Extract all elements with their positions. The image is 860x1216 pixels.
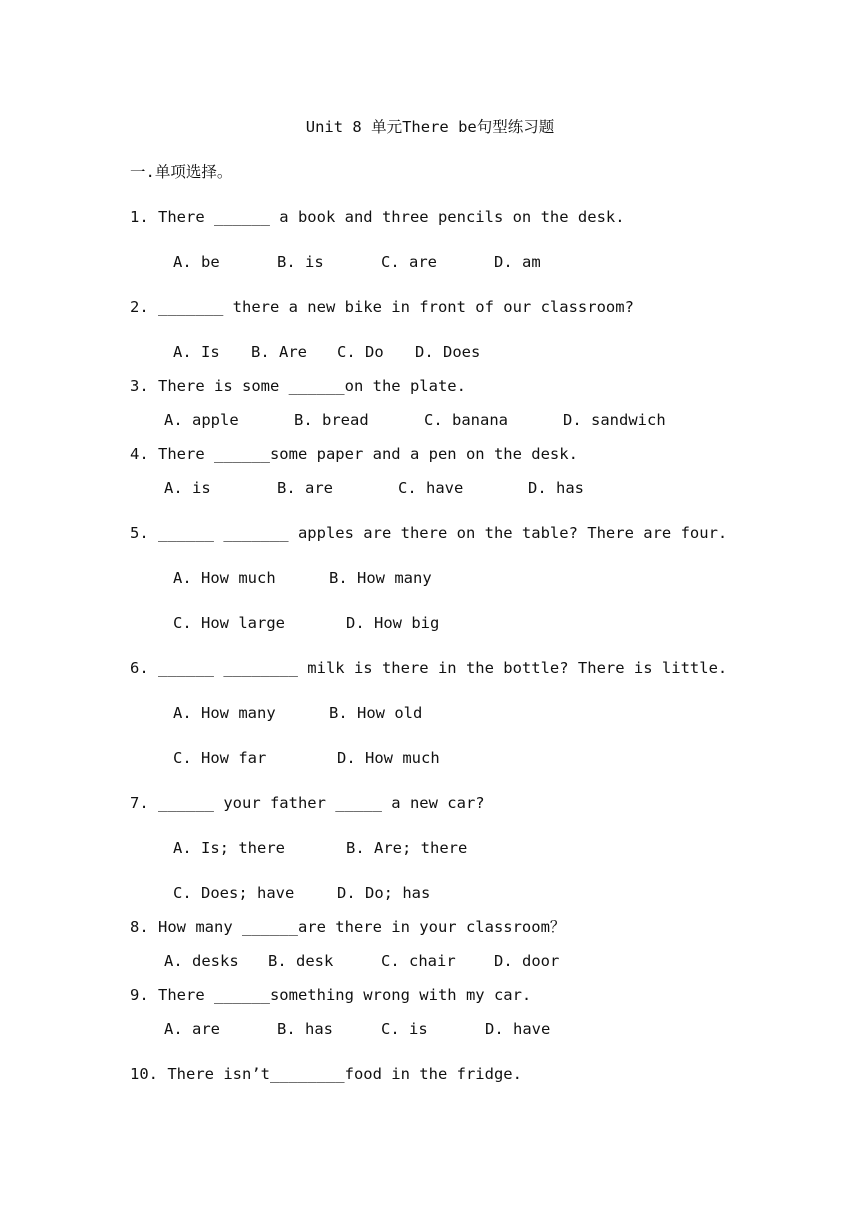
question-7-option-a: A. Is; there: [173, 839, 285, 857]
question-4-option-d: D. has: [528, 479, 584, 497]
question-2-option-c: C. Do: [337, 343, 384, 361]
question-1-option-a: A. be: [173, 253, 220, 271]
question-3-option-b: B. bread: [294, 411, 369, 429]
question-1-stem: 1. There ______ a book and three pencils on the desk.: [130, 208, 625, 226]
question-9-option-d: D. have: [485, 1020, 551, 1038]
question-3-option-a: A. apple: [164, 411, 239, 429]
question-7-option-c: C. Does; have: [173, 884, 295, 902]
question-3-option-c: C. banana: [424, 411, 508, 429]
question-4-stem: 4. There ______some paper and a pen on the desk.: [130, 445, 578, 463]
question-4-option-b: B. are: [277, 479, 333, 497]
question-9-stem: 9. There ______something wrong with my car.: [130, 986, 532, 1004]
question-5-option-a: A. How much: [173, 569, 276, 587]
question-1-option-c: C. are: [381, 253, 437, 271]
question-6-option-d: D. How much: [337, 749, 440, 767]
question-8-option-a: A. desks: [164, 952, 239, 970]
question-6-option-b: B. How old: [329, 704, 423, 722]
question-2-option-b: B. Are: [251, 343, 307, 361]
question-1-option-b: B. is: [277, 253, 324, 271]
question-2-option-a: A. Is: [173, 343, 220, 361]
question-2-stem: 2. _______ there a new bike in front of our classroom?: [130, 298, 634, 316]
question-3-option-d: D. sandwich: [563, 411, 666, 429]
question-6-stem: 6. ______ ________ milk is there in the bottle? There is little.: [130, 659, 728, 677]
question-5-option-b: B. How many: [329, 569, 432, 587]
question-8-stem: 8. How many ______are there in your classroom？: [130, 918, 566, 936]
question-5-option-c: C. How large: [173, 614, 285, 632]
question-3-stem: 3. There is some ______on the plate.: [130, 377, 466, 395]
question-5-option-d: D. How big: [346, 614, 440, 632]
question-9-option-b: B. has: [277, 1020, 333, 1038]
question-6-option-a: A. How many: [173, 704, 276, 722]
question-9-option-c: C. is: [381, 1020, 428, 1038]
question-2-option-d: D. Does: [415, 343, 481, 361]
question-9-option-a: A. are: [164, 1020, 220, 1038]
question-8-option-b: B. desk: [268, 952, 334, 970]
question-5-stem: 5. ______ _______ apples are there on the table? There are four.: [130, 524, 728, 542]
question-4-option-a: A. is: [164, 479, 211, 497]
question-1-option-d: D. am: [494, 253, 541, 271]
question-4-option-c: C. have: [398, 479, 464, 497]
question-8-option-d: D. door: [494, 952, 560, 970]
section-heading: 一.单项选择。: [130, 163, 233, 181]
question-8-option-c: C. chair: [381, 952, 456, 970]
question-7-option-b: B. Are; there: [346, 839, 468, 857]
question-7-option-d: D. Do; has: [337, 884, 431, 902]
question-7-stem: 7. ______ your father _____ a new car?: [130, 794, 485, 812]
question-6-option-c: C. How far: [173, 749, 267, 767]
question-10-stem: 10. There isn’t________food in the fridge.: [130, 1065, 522, 1083]
page-title: Unit 8 单元There be句型练习题: [305, 118, 555, 136]
